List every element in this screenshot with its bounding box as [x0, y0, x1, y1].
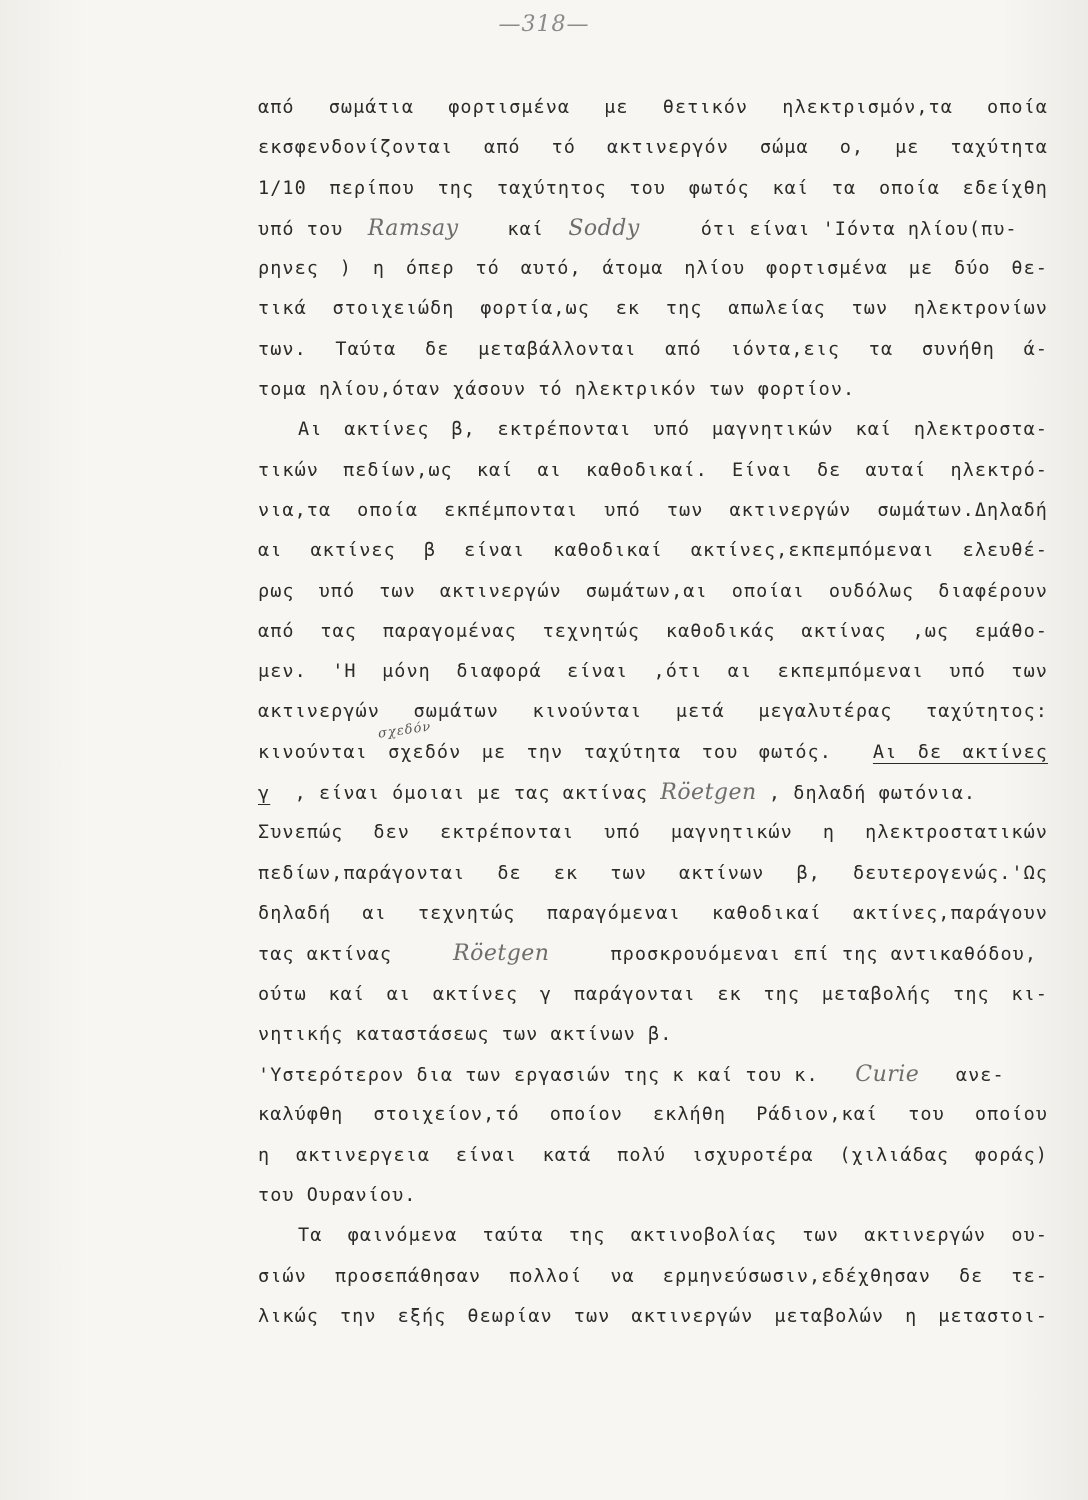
text-line — [258, 773, 1048, 813]
text-line: τομα ηλίου,όταν χάσουν τό ηλεκτρικόν των φορτίον. — [258, 379, 856, 401]
text-line: από σωμάτια φορτισμένα με θετικόν ηλεκτρισμόν,τα οποία — [258, 97, 1048, 118]
text-line: καλύφθη στοιχείον,τό οποίον εκλήθη Ράδιον,καί του οποίου — [258, 1104, 1048, 1126]
text-fragment: , δηλαδή φωτόνια. — [768, 783, 977, 805]
text-line — [258, 209, 1048, 249]
text-line: ακτινεργών σωμάτων κινούνται μετά μεγαλυτέρας ταχύτητος: — [258, 701, 1048, 723]
text-fragment: καί — [507, 218, 544, 240]
handwritten-name: Röetgen — [660, 780, 757, 806]
text-line: Αι ακτίνες β, εκτρέπονται υπό μαγνητικών καί ηλεκτροστα- — [298, 419, 1048, 441]
text-fragment: ότι είναι 'Ιόντα ηλίου(πυ- — [700, 218, 1018, 240]
text-fragment: κινούνται σχεδόν με την ταχύτητα του φωτός. — [258, 741, 832, 763]
text-line: πεδίων,παράγονται δε εκ των ακτίνων β, δευτερογενώς.'Ως — [258, 862, 1048, 884]
text-line: ρηνες ) η όπερ τό αυτό, άτομα ηλίου φορτισμένα με δύο θε- — [258, 258, 1048, 280]
text-line — [258, 719, 1048, 773]
text-line: λικώς την εξής θεωρίαν των ακτινεργών μεταβολών η μεταστοι- — [258, 1305, 1048, 1327]
text-line: τικά στοιχειώδη φορτία,ως εκ της απωλείας των ηλεκτρονίων — [258, 298, 1048, 320]
text-line: ρως υπό των ακτινεργών σωμάτων,αι οποίαι ουδόλως διαφέρουν — [258, 580, 1048, 602]
text-line: σιών προσεπάθησαν πολλοί να ερμηνεύσωσιν,εδέχθησαν δε τε- — [258, 1265, 1048, 1287]
handwritten-annotation: σχεδόν — [377, 719, 433, 742]
text-line — [258, 934, 1048, 974]
page-number: —318— — [498, 12, 590, 37]
underlined-text: Αι δε ακτίνες — [872, 741, 1048, 763]
text-line: των. Ταύτα δε μεταβάλλονται από ιόντα,εις τα συνήθη ά- — [258, 338, 1048, 360]
handwritten-name: Soddy — [568, 215, 640, 241]
text-line: δηλαδή αι τεχνητώς παραγόμεναι καθοδικαί ακτίνες,παράγουν — [258, 902, 1048, 924]
text-fragment: προσκρουόμεναι επί της αντικαθόδου, — [610, 944, 1038, 966]
handwritten-name: Röetgen — [453, 941, 550, 967]
text-line: 1/10 περίπου της ταχύτητος του φωτός καί τα οποία εδείχθη — [258, 177, 1048, 199]
handwritten-name: Curie — [855, 1062, 920, 1088]
text-line: μεν. 'Η μόνη διαφορά είναι ,ότι αι εκπεμπόμεναι υπό των — [258, 661, 1048, 683]
text-line: εκσφενδονίζονται από τό ακτινεργόν σώμα ο, με ταχύτητα — [258, 137, 1048, 159]
text-line: από τας παραγομένας τεχνητώς καθοδικάς ακτίνας ,ως εμάθο- — [258, 620, 1048, 642]
text-fragment: τας ακτίνας — [258, 944, 393, 966]
text-line: του Ουρανίου. — [258, 1185, 417, 1207]
typed-text-block — [258, 88, 1048, 1337]
text-fragment: ανε- — [955, 1065, 1005, 1087]
text-fragment: , είναι όμοιαι με τας ακτίνας — [294, 783, 649, 805]
handwritten-name: Ramsay — [367, 215, 459, 241]
text-line — [258, 1055, 1048, 1095]
text-fragment: 'Υστερότερον δια των εργασιών της κ καί του κ. — [258, 1065, 819, 1087]
text-line: αι ακτίνες β είναι καθοδικαί ακτίνες,εκπεμπόμεναι ελευθέ- — [258, 540, 1048, 562]
text-line: η ακτινεργεια είναι κατά πολύ ισχυροτέρα (χιλιάδας φοράς) — [258, 1144, 1048, 1166]
underlined-text: γ — [258, 783, 271, 805]
text-line: ούτω καί αι ακτίνες γ παράγονται εκ της μεταβολής της κι- — [258, 983, 1048, 1005]
text-fragment: υπό του — [258, 218, 344, 240]
text-line: Τα φαινόμενα ταύτα της ακτινοβολίας των ακτινεργών ου- — [298, 1225, 1048, 1247]
text-line: νητικής καταστάσεως των ακτίνων β. — [258, 1023, 673, 1045]
text-line: Συνεπώς δεν εκτρέπονται υπό μαγνητικών η ηλεκτροστατικών — [258, 822, 1048, 844]
text-line: νια,τα οποία εκπέμπονται υπό των ακτινεργών σωμάτων.Δηλαδή — [258, 499, 1048, 521]
text-line: τικών πεδίων,ως καί αι καθοδικαί. Είναι δε αυταί ηλεκτρό- — [258, 459, 1048, 481]
